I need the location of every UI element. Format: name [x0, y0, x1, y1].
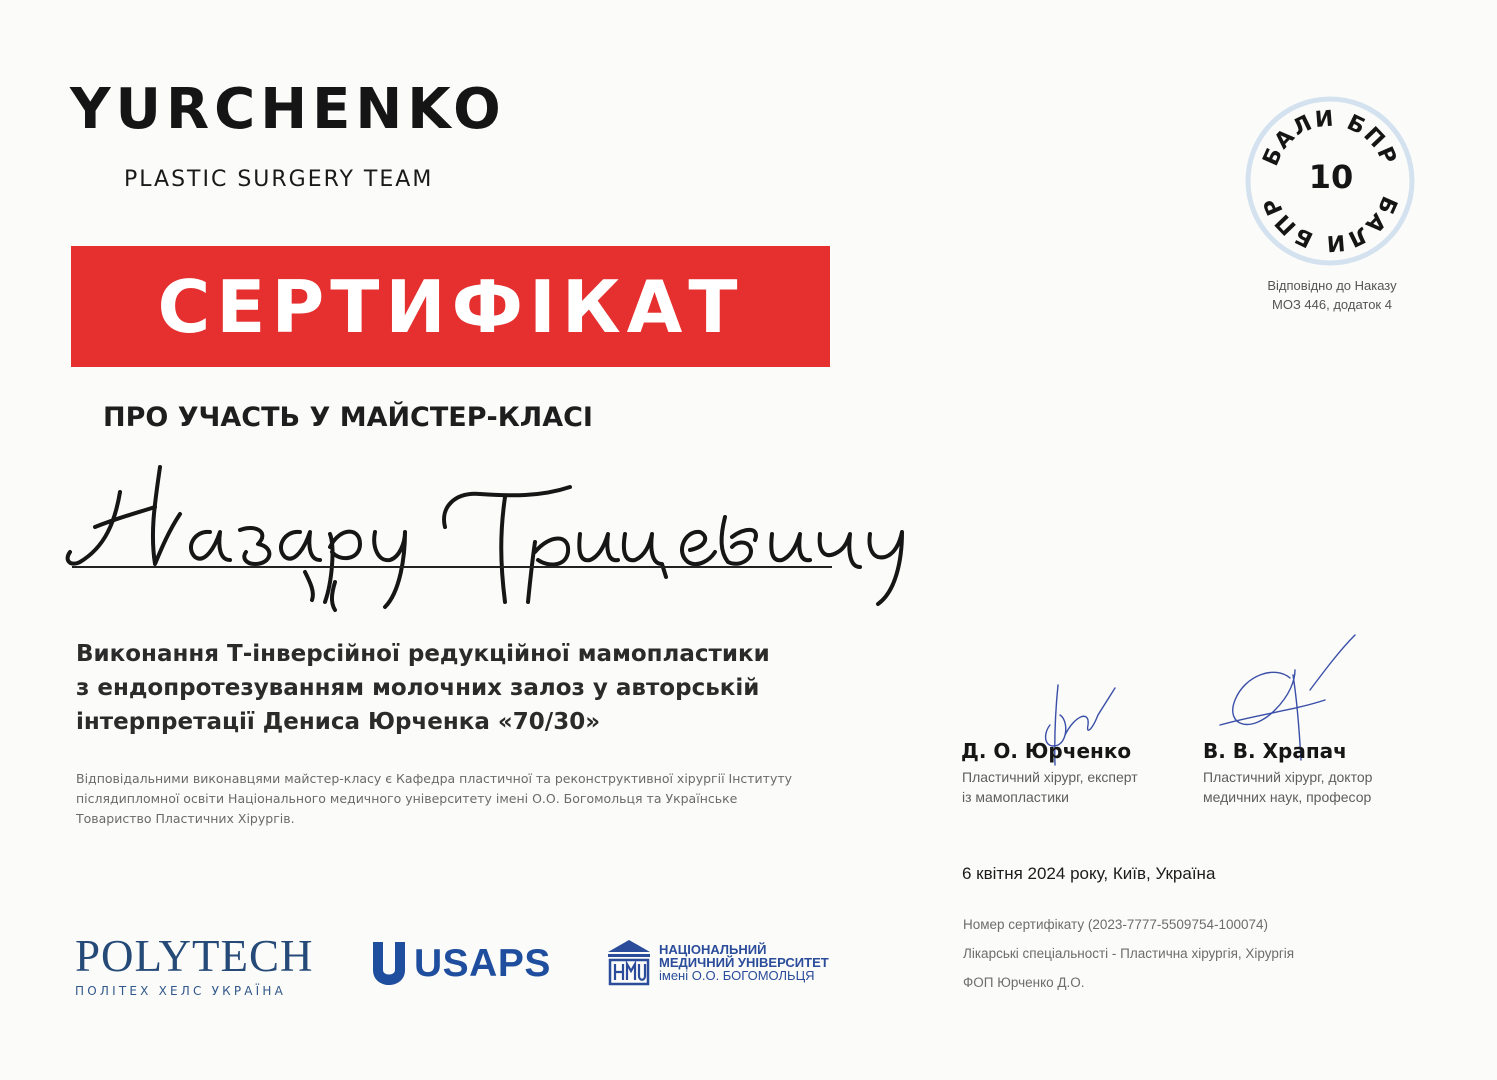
signer-role-line: медичних наук, професор — [1203, 789, 1372, 805]
polytech-logo — [75, 931, 314, 998]
badge-note-line: МОЗ 446, додаток 4 — [1272, 297, 1392, 312]
course-title — [76, 637, 876, 739]
name-underline — [72, 566, 832, 568]
brand-name: YURCHENKO — [70, 77, 506, 142]
issue-date: 6 квітня 2024 року, Київ, Україна — [962, 864, 1216, 883]
polytech-logo-subtitle: ПОЛІТЕХ ХЕЛС УКРАЇНА — [75, 984, 287, 998]
signer-role-line: із мамопластики — [962, 789, 1069, 805]
badge-note — [1232, 276, 1432, 314]
usaps-logo-mark — [370, 940, 408, 988]
nmu-logo — [606, 938, 829, 988]
bpr-points-badge — [1245, 96, 1415, 266]
signer-name-yurchenko: Д. О. Юрченко — [961, 739, 1132, 763]
badge-points: 10 — [1308, 158, 1354, 196]
certificate-subtitle: ПРО УЧАСТЬ У МАЙСТЕР-КЛАСІ — [103, 402, 593, 433]
nmu-logo-line: НАЦІОНАЛЬНИЙ — [659, 942, 767, 957]
course-title-line: з ендопротезуванням молочних залоз у авторській — [76, 675, 760, 701]
handwritten-recipient-name — [60, 452, 940, 622]
signer-role-line: Пластичний хірург, експерт — [962, 769, 1138, 785]
nmu-logo-line: імені О.О. БОГОМОЛЬЦЯ — [659, 968, 815, 983]
signer-role-khrapach — [1203, 767, 1372, 807]
issuer: ФОП Юрченко Д.О. — [963, 975, 1085, 990]
signer-name-khrapach: В. В. Храпач — [1203, 739, 1347, 763]
medical-specialties: Лікарські спеціальності - Пластична хірургія, Хірургія — [963, 946, 1295, 961]
brand-tagline: PLASTIC SURGERY TEAM — [124, 167, 434, 192]
usaps-logo-name: USAPS — [414, 942, 551, 985]
responsible-note-line: Товариство Пластичних Хірургів. — [76, 811, 295, 826]
nmu-logo-mark — [606, 938, 652, 988]
nmu-logo-line: МЕДИЧНИЙ УНІВЕРСИТЕТ — [659, 955, 829, 970]
badge-note-line: Відповідно до Наказу — [1267, 278, 1397, 293]
polytech-logo-name: POLYTECH — [75, 931, 314, 981]
usaps-logo — [370, 940, 551, 988]
badge-ring-text-top: БАЛИ БПР — [1258, 106, 1402, 170]
course-title-line: Виконання Т-інверсійної редукційної мамопластики — [76, 641, 770, 667]
nmu-logo-text — [659, 943, 829, 983]
signer-role-line: Пластичний хірург, доктор — [1203, 769, 1373, 785]
badge-ring-text-bottom: БАЛИ БПР — [1258, 192, 1402, 256]
course-title-line: інтерпретації Дениса Юрченка «70/30» — [76, 709, 601, 735]
certificate-number: Номер сертифікату (2023-7777-5509754-100074) — [963, 917, 1269, 932]
signer-role-yurchenko — [962, 767, 1138, 807]
responsible-note-line: Відповідальними виконавцями майстер-класу є Кафедра пластичної та реконструктивної хірургії Інституту — [76, 771, 793, 786]
certificate-title: СЕРТИФІКАТ — [157, 264, 744, 349]
responsible-note-line: післядипломної освіти Національного медичного університету імені О.О. Богомольця та Українське — [76, 791, 738, 806]
responsible-note — [76, 769, 876, 829]
certificate-banner — [71, 246, 830, 367]
